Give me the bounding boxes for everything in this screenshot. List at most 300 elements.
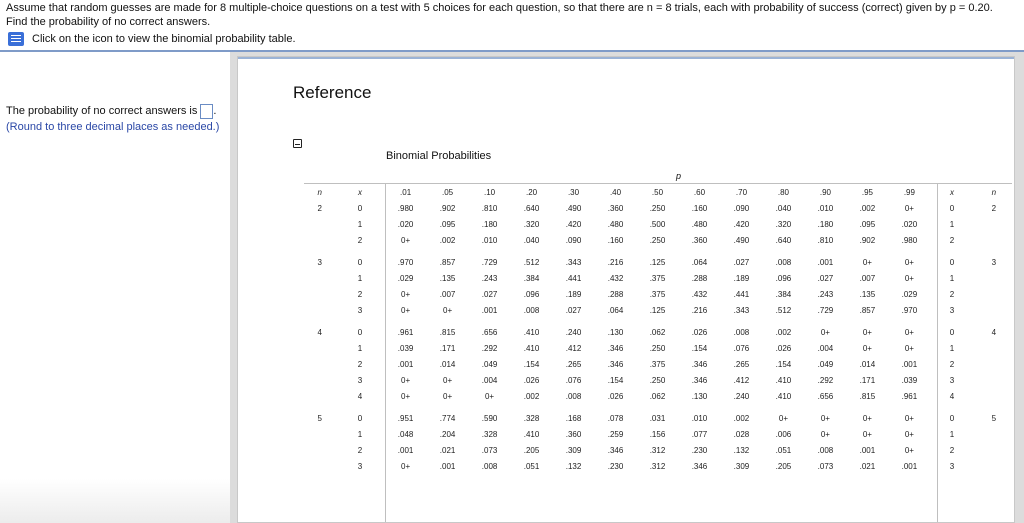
probability-cell: .412 — [733, 375, 750, 385]
probability-cell: .160 — [691, 203, 708, 213]
probability-cell: .031 — [649, 413, 666, 423]
reference-panel — [237, 56, 1015, 523]
probability-cell: .007 — [859, 273, 876, 283]
probability-cell: .410 — [523, 327, 540, 337]
probability-cell: 0+ — [820, 327, 830, 337]
probability-cell: .051 — [775, 445, 792, 455]
probability-cell: .343 — [565, 257, 582, 267]
probability-cell: .810 — [817, 235, 834, 245]
probability-cell: .001 — [901, 359, 918, 369]
probability-cell: .189 — [733, 273, 750, 283]
probability-cell: .014 — [439, 359, 456, 369]
n-cell-right — [974, 286, 1014, 302]
probability-cell: .774 — [439, 413, 456, 423]
n-cell-right: 2 — [991, 203, 997, 213]
n-cell-right — [974, 458, 1014, 474]
n-cell — [304, 340, 335, 356]
table-row — [304, 270, 1014, 286]
table-row — [304, 254, 1014, 270]
probability-cell: .951 — [397, 413, 414, 423]
probability-cell: .441 — [565, 273, 582, 283]
probability-cell: 0+ — [904, 203, 914, 213]
probability-cell: .073 — [481, 445, 498, 455]
probability-cell: .980 — [397, 203, 414, 213]
probability-cell: 0+ — [862, 413, 872, 423]
probability-cell: .008 — [775, 257, 792, 267]
x-cell: 1 — [357, 429, 363, 439]
probability-cell: .135 — [439, 273, 456, 283]
x-cell-right: 0 — [949, 257, 955, 267]
probability-cell: .729 — [481, 257, 498, 267]
probability-cell: .020 — [901, 219, 918, 229]
table-link-row[interactable] — [8, 32, 296, 46]
probability-cell: 0+ — [443, 305, 453, 315]
probability-cell: 0+ — [443, 391, 453, 401]
probability-cell: .288 — [691, 273, 708, 283]
header-p: .10 — [483, 187, 496, 197]
n-cell — [304, 426, 335, 442]
probability-cell: .026 — [775, 343, 792, 353]
header-p: .90 — [819, 187, 831, 197]
reference-title: Reference — [293, 83, 372, 102]
probability-cell: 0+ — [904, 257, 914, 267]
probability-cell: .250 — [649, 343, 666, 353]
probability-cell: .961 — [397, 327, 414, 337]
probability-cell: .230 — [691, 445, 708, 455]
binomial-table — [304, 184, 1014, 474]
x-cell: 0 — [357, 257, 363, 267]
probability-cell: .154 — [691, 343, 708, 353]
probability-cell: .902 — [859, 235, 876, 245]
probability-cell: .001 — [397, 359, 414, 369]
probability-cell: .265 — [733, 359, 750, 369]
probability-cell: .008 — [817, 445, 834, 455]
x-cell-right: 1 — [949, 429, 955, 439]
probability-cell: .062 — [649, 327, 666, 337]
probability-cell: .815 — [439, 327, 456, 337]
x-cell-right: 2 — [949, 445, 955, 455]
x-cell-right: 1 — [949, 219, 955, 229]
probability-cell: .020 — [397, 219, 414, 229]
x-cell: 2 — [357, 235, 363, 245]
probability-cell: .328 — [481, 429, 498, 439]
probability-cell: .346 — [691, 359, 708, 369]
probability-cell: .230 — [607, 461, 624, 471]
header-p: .60 — [693, 187, 706, 197]
probability-cell: 0+ — [401, 461, 411, 471]
n-cell-right — [974, 302, 1014, 318]
probability-cell: .008 — [733, 327, 750, 337]
probability-cell: .048 — [397, 429, 414, 439]
probability-cell: .490 — [733, 235, 750, 245]
header-p: .05 — [442, 187, 454, 197]
header-p: .30 — [567, 187, 580, 197]
probability-cell: .001 — [859, 445, 876, 455]
probability-cell: .004 — [481, 375, 498, 385]
table-body — [304, 200, 1014, 474]
probability-cell: .090 — [565, 235, 582, 245]
probability-cell: .051 — [523, 461, 540, 471]
probability-cell: .328 — [523, 413, 540, 423]
n-cell: 4 — [317, 327, 322, 337]
n-cell — [304, 302, 335, 318]
n-cell-right — [974, 216, 1014, 232]
n-cell-right — [974, 388, 1014, 404]
table-row — [304, 458, 1014, 474]
n-cell-right — [974, 340, 1014, 356]
probability-cell: .320 — [775, 219, 792, 229]
probability-cell: .171 — [859, 375, 876, 385]
n-cell: 3 — [317, 257, 322, 267]
probability-cell: .204 — [439, 429, 456, 439]
probability-cell: .970 — [901, 305, 918, 315]
probability-cell: .002 — [439, 235, 456, 245]
x-cell: 1 — [357, 273, 363, 283]
x-cell-right: 0 — [949, 413, 955, 423]
probability-cell: .360 — [565, 429, 582, 439]
probability-cell: .049 — [817, 359, 834, 369]
probability-cell: .027 — [481, 289, 498, 299]
probability-cell: 0+ — [443, 375, 453, 385]
probability-cell: .288 — [607, 289, 624, 299]
n-cell — [304, 286, 335, 302]
n-cell — [304, 232, 335, 248]
probability-cell: .346 — [691, 461, 708, 471]
header-p: .20 — [525, 187, 538, 197]
probability-cell: .073 — [817, 461, 834, 471]
probability-cell: .410 — [523, 343, 540, 353]
header-p: .95 — [861, 187, 873, 197]
probability-cell: .154 — [607, 375, 624, 385]
probability-cell: .312 — [649, 445, 666, 455]
probability-cell: .026 — [523, 375, 540, 385]
probability-cell: .432 — [691, 289, 708, 299]
n-cell-right: 5 — [991, 413, 997, 423]
table-row — [304, 340, 1014, 356]
header-n-right: n — [991, 187, 997, 197]
probability-cell: 0+ — [820, 413, 830, 423]
probability-cell: .320 — [523, 219, 540, 229]
print-icon[interactable] — [293, 139, 302, 148]
probability-cell: .090 — [733, 203, 750, 213]
probability-cell: .265 — [565, 359, 582, 369]
x-cell-right: 3 — [949, 375, 955, 385]
table-row — [304, 356, 1014, 372]
probability-cell: .029 — [397, 273, 414, 283]
probability-cell: .171 — [439, 343, 456, 353]
probability-cell: .480 — [691, 219, 708, 229]
probability-cell: .961 — [901, 391, 918, 401]
probability-cell: .346 — [607, 445, 624, 455]
answer-area — [6, 103, 219, 135]
probability-cell: .441 — [733, 289, 750, 299]
probability-cell: 0+ — [401, 289, 411, 299]
n-cell: 5 — [317, 413, 322, 423]
probability-cell: .384 — [523, 273, 540, 283]
probability-cell: .180 — [481, 219, 498, 229]
n-cell — [304, 458, 335, 474]
probability-cell: .064 — [691, 257, 708, 267]
probability-cell: 0+ — [862, 343, 872, 353]
probability-cell: .040 — [523, 235, 540, 245]
probability-cell: .243 — [817, 289, 834, 299]
probability-cell: .001 — [439, 461, 456, 471]
table-row — [304, 442, 1014, 458]
header-p: .80 — [777, 187, 789, 197]
probability-cell: .346 — [607, 343, 624, 353]
probability-cell: .346 — [607, 359, 624, 369]
n-cell — [304, 270, 335, 286]
probability-cell: .420 — [733, 219, 750, 229]
x-cell: 0 — [357, 203, 363, 213]
probability-cell: .375 — [649, 359, 666, 369]
left-bottom-shade — [0, 479, 230, 523]
probability-cell: .205 — [523, 445, 540, 455]
table-row — [304, 388, 1014, 404]
probability-cell: .656 — [481, 327, 498, 337]
n-cell-right — [974, 372, 1014, 388]
probability-cell: .002 — [859, 203, 876, 213]
x-cell-right: 1 — [949, 273, 955, 283]
probability-cell: .026 — [607, 391, 624, 401]
x-cell-right: 1 — [949, 343, 955, 353]
x-cell: 0 — [357, 327, 363, 337]
probability-cell: .156 — [649, 429, 666, 439]
header-n: n — [317, 187, 322, 197]
probability-cell: .006 — [775, 429, 792, 439]
probability-cell: .130 — [691, 391, 708, 401]
header-x-right: x — [950, 187, 954, 197]
probability-cell: .216 — [691, 305, 708, 315]
probability-cell: .189 — [565, 289, 582, 299]
n-cell — [304, 388, 335, 404]
probability-cell: .096 — [775, 273, 792, 283]
x-cell: 1 — [357, 343, 363, 353]
probability-cell: .250 — [649, 203, 666, 213]
probability-cell: .250 — [649, 375, 666, 385]
probability-cell: .346 — [691, 375, 708, 385]
n-cell-right: 3 — [991, 257, 997, 267]
probability-cell: .040 — [775, 203, 792, 213]
probability-cell: .076 — [733, 343, 750, 353]
probability-cell: .125 — [649, 305, 666, 315]
probability-cell: 0+ — [904, 429, 914, 439]
probability-cell: .168 — [565, 413, 582, 423]
probability-cell: 0+ — [484, 391, 495, 401]
n-cell: 2 — [317, 203, 322, 213]
x-cell: 2 — [357, 289, 363, 299]
x-cell: 3 — [357, 375, 363, 385]
table-row — [304, 286, 1014, 302]
probability-cell: .640 — [523, 203, 540, 213]
table-row — [304, 426, 1014, 442]
probability-cell: .001 — [481, 305, 498, 315]
n-cell — [304, 356, 335, 372]
probability-cell: .205 — [775, 461, 792, 471]
x-cell: 1 — [357, 219, 363, 229]
x-cell: 4 — [357, 391, 363, 401]
probability-cell: .360 — [691, 235, 708, 245]
x-cell-right: 0 — [949, 327, 955, 337]
header-row — [304, 184, 1014, 200]
probability-cell: 0+ — [401, 391, 411, 401]
probability-cell: .008 — [523, 305, 540, 315]
probability-cell: .500 — [649, 219, 666, 229]
x-cell-right: 3 — [949, 305, 955, 315]
probability-cell: .026 — [691, 327, 708, 337]
probability-cell: .857 — [859, 305, 876, 315]
probability-cell: 0+ — [904, 343, 914, 353]
n-cell-right — [974, 426, 1014, 442]
table-row — [304, 200, 1014, 216]
probability-cell: .027 — [817, 273, 834, 283]
x-cell: 3 — [357, 305, 363, 315]
probability-cell: .001 — [901, 461, 918, 471]
probability-cell: .132 — [733, 445, 750, 455]
probability-cell: .062 — [649, 391, 666, 401]
probability-cell: .312 — [649, 461, 666, 471]
probability-cell: 0+ — [862, 257, 872, 267]
probability-cell: .160 — [607, 235, 624, 245]
answer-prompt: The probability of no correct answers is — [6, 105, 198, 117]
probability-cell: 0+ — [862, 327, 872, 337]
probability-cell: .095 — [859, 219, 876, 229]
probability-cell: .132 — [565, 461, 582, 471]
probability-cell: .309 — [565, 445, 582, 455]
table-row — [304, 324, 1014, 340]
probability-cell: .729 — [817, 305, 834, 315]
probability-cell: 0+ — [401, 235, 411, 245]
header-p: .40 — [609, 187, 622, 197]
x-cell: 0 — [357, 413, 363, 423]
probability-cell: .410 — [775, 391, 792, 401]
probability-cell: .039 — [901, 375, 918, 385]
probability-cell: .180 — [817, 219, 834, 229]
probability-cell: .021 — [859, 461, 876, 471]
probability-cell: .412 — [565, 343, 582, 353]
x-cell-right: 0 — [949, 203, 955, 213]
probability-cell: .250 — [649, 235, 666, 245]
probability-cell: 0+ — [904, 413, 914, 423]
question-text: Assume that random guesses are made for 8 multiple-choice questions on a test with 5 choices for each question, so that there are n = 8 trials, each with probability of success (correct) given by p = 0.20. Find the probability of no correct answers. — [6, 2, 993, 28]
table-link-text: Click on the icon to view the binomial probability table. — [32, 33, 296, 45]
probability-cell: .029 — [901, 289, 918, 299]
n-cell-right — [974, 356, 1014, 372]
table-row — [304, 372, 1014, 388]
answer-period: . — [213, 105, 217, 117]
table-row — [304, 410, 1014, 426]
x-cell-right: 3 — [949, 461, 955, 471]
header-p: .99 — [903, 187, 915, 197]
probability-cell: .135 — [859, 289, 876, 299]
n-cell-right — [974, 270, 1014, 286]
n-cell-right: 4 — [991, 327, 997, 337]
probability-cell: 0+ — [904, 445, 914, 455]
probability-cell: .095 — [439, 219, 456, 229]
probability-cell: .130 — [607, 327, 624, 337]
probability-cell: .343 — [733, 305, 750, 315]
probability-cell: .154 — [523, 359, 540, 369]
table-title: Binomial Probabilities — [386, 150, 492, 162]
probability-cell: .640 — [775, 235, 792, 245]
x-cell-right: 2 — [949, 359, 955, 369]
probability-cell: .001 — [397, 445, 414, 455]
x-cell-right: 4 — [949, 391, 955, 401]
probability-cell: .004 — [817, 343, 834, 353]
x-cell-right: 2 — [949, 235, 955, 245]
probability-cell: .125 — [649, 257, 666, 267]
probability-cell: .410 — [523, 429, 540, 439]
probability-cell: .077 — [691, 429, 708, 439]
probability-cell: .240 — [733, 391, 750, 401]
rounding-hint: (Round to three decimal places as needed.) — [6, 121, 220, 133]
probability-cell: .259 — [607, 429, 624, 439]
table-book-icon[interactable] — [8, 32, 24, 46]
answer-input[interactable] — [200, 104, 213, 119]
panel-top-border — [238, 57, 1014, 59]
x-cell: 3 — [357, 461, 363, 471]
p-symbol: p — [676, 171, 682, 181]
n-cell-right — [974, 442, 1014, 458]
probability-cell: .360 — [607, 203, 624, 213]
probability-cell: .292 — [481, 343, 498, 353]
probability-cell: .902 — [439, 203, 456, 213]
probability-cell: .002 — [733, 413, 750, 423]
probability-cell: .014 — [859, 359, 876, 369]
probability-cell: .216 — [607, 257, 624, 267]
probability-cell: .002 — [523, 391, 540, 401]
probability-cell: .980 — [901, 235, 918, 245]
n-cell — [304, 216, 335, 232]
probability-cell: .857 — [439, 257, 456, 267]
probability-cell: .154 — [775, 359, 792, 369]
probability-cell: .010 — [481, 235, 498, 245]
probability-cell: .512 — [775, 305, 792, 315]
probability-cell: .590 — [481, 413, 498, 423]
probability-cell: .064 — [607, 305, 624, 315]
header-p: .01 — [400, 187, 412, 197]
probability-cell: 0+ — [862, 429, 872, 439]
table-row — [304, 232, 1014, 248]
probability-cell: .008 — [481, 461, 498, 471]
probability-cell: .815 — [859, 391, 876, 401]
header-x: x — [358, 187, 363, 197]
probability-cell: .490 — [565, 203, 582, 213]
probability-cell: 0+ — [904, 273, 914, 283]
probability-cell: .049 — [481, 359, 498, 369]
probability-cell: 0+ — [401, 305, 411, 315]
probability-cell: .078 — [607, 413, 624, 423]
probability-cell: .076 — [565, 375, 582, 385]
probability-cell: 0+ — [904, 327, 914, 337]
probability-cell: .010 — [817, 203, 834, 213]
probability-cell: .292 — [817, 375, 834, 385]
probability-cell: .410 — [775, 375, 792, 385]
n-cell — [304, 372, 335, 388]
probability-cell: .375 — [649, 289, 666, 299]
probability-cell: .027 — [733, 257, 750, 267]
probability-cell: .002 — [775, 327, 792, 337]
probability-cell: .656 — [817, 391, 834, 401]
probability-cell: .001 — [817, 257, 834, 267]
probability-cell: .028 — [733, 429, 750, 439]
x-cell: 2 — [357, 445, 363, 455]
probability-cell: 0+ — [820, 429, 830, 439]
table-row — [304, 216, 1014, 232]
probability-cell: .240 — [565, 327, 582, 337]
probability-cell: .096 — [523, 289, 540, 299]
n-cell — [304, 442, 335, 458]
